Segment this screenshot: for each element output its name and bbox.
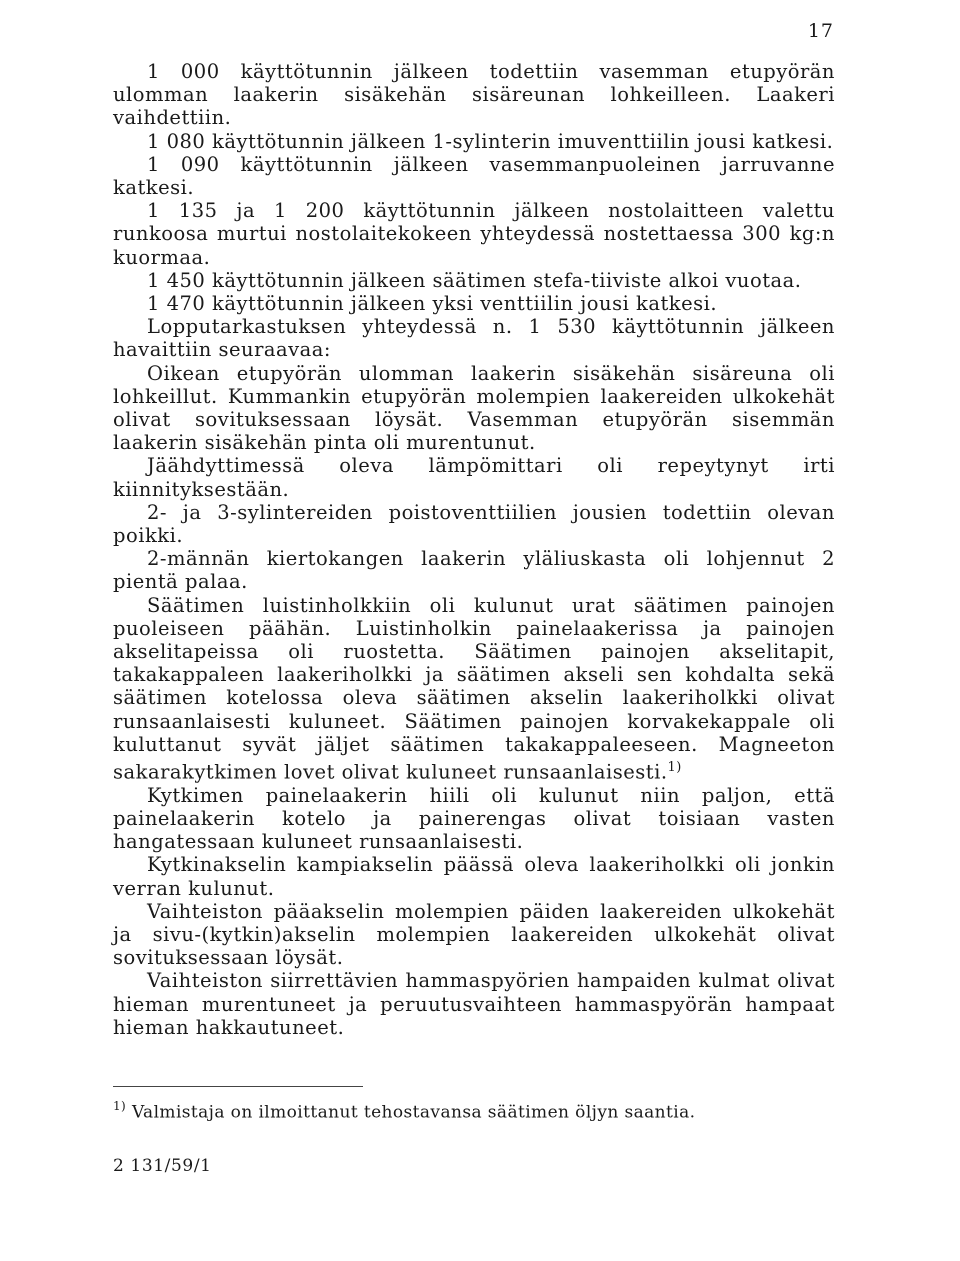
paragraph: 1 090 käyttötunnin jälkeen vasemmanpuoleinen jarruvanne katkesi. — [113, 152, 835, 200]
page-number: 17 — [807, 20, 834, 42]
paragraph: 1 000 käyttötunnin jälkeen todettiin vasemman etupyörän ulomman laakerin sisäkehän sisäreunan lohkeilleen. Laakeri vaihdettiin. — [113, 60, 835, 130]
paragraph: Vaihteiston siirrettävien hammaspyörien hampaiden kulmat olivat hieman murentuneet ja peruutusvaihteen hammaspyörän hampaat hieman hakkautuneet. — [113, 969, 835, 1039]
paragraph: 2-männän kiertokangen laakerin yläliuskasta oli lohjennut 2 pientä palaa. — [113, 547, 835, 594]
paragraph: 2- ja 3-sylintereiden poistoventtiilien jousien todettiin olevan poikki. — [113, 500, 835, 548]
paragraph: Kytkinakselin kampiakselin päässä oleva laakeriholkki oli jonkin verran kulunut. — [113, 853, 835, 900]
body-text — [113, 60, 835, 1039]
paragraph-with-footnote — [113, 594, 835, 784]
paragraph: 1 450 käyttötunnin jälkeen säätimen stefa-tiiviste alkoi vuotaa. — [147, 268, 802, 292]
paragraph: 1 470 käyttötunnin jälkeen yksi venttiilin jousi katkesi. — [147, 292, 718, 316]
footnote-text: Valmistaja on ilmoittanut tehostavansa säätimen öljyn saantia. — [131, 1102, 696, 1123]
paragraph: Oikean etupyörän ulomman laakerin sisäkehän sisäreuna oli lohkeillut. Kummankin etupyörän molempien laakereiden ulkokehät olivat sovituksessaan löysät. Vasemman etupyörän sisemmän laakerin sisäkehän pinta oli murentunut. — [113, 361, 835, 455]
paragraph: 1 135 ja 1 200 käyttötunnin jälkeen nostolaitteen valettu runkoosa murtui nostolaitekokeen yhteydessä nostettaessa 300 kg:n kuormaa. — [113, 199, 835, 269]
paragraph: Kytkimen painelaakerin hiili oli kulunut niin paljon, että painelaakerin kotelo ja painerengas olivat toisiaan vasten hangatessaan kuluneet runsaanlaisesti. — [113, 783, 835, 854]
print-code: 2 131/59/1 — [113, 1156, 212, 1176]
paragraph: 1 080 käyttötunnin jälkeen 1-sylinterin imuventtiilin jousi katkesi. — [147, 129, 834, 153]
paragraph: Lopputarkastuksen yhteydessä n. 1 530 käyttötunnin jälkeen havaittiin seuraavaa: — [113, 315, 835, 362]
paragraph: Vaihteiston pääakselin molempien päiden laakereiden ulkokehät ja sivu-(kytkin)akselin molempien laakereiden ulkokehät olivat sovituksessaan löysät. — [113, 899, 835, 970]
footnote-reference: 1) — [667, 760, 682, 776]
paragraph-text: Säätimen luistinholkkiin oli kulunut urat säätimen painojen puoleiseen päähän. Luistinholkin painelaakerissa ja painojen akselitapeissa oli ruostetta. Säätimen painojen akselitapit, takakappaleen laakeriholkki ja säätimen akseli sen kohdalta sekä säätimen kotelossa oleva säätimen akselin laakeriholkki olivat runsaanlaisesti kuluneet. Säätimen painojen korvakekappale oli kuluttanut syvät jäljet säätimen takakappaleeseen. Magneeton sakarakytkimen lovet olivat kuluneet runsaanlaisesti. — [113, 593, 835, 784]
paragraph: Jäähdyttimessä oleva lämpömittari oli repeytynyt irti kiinnityksestään. — [113, 454, 835, 501]
footnote — [113, 1096, 833, 1124]
footnote-marker: 1) — [113, 1099, 127, 1113]
footnote-divider — [113, 1086, 363, 1087]
